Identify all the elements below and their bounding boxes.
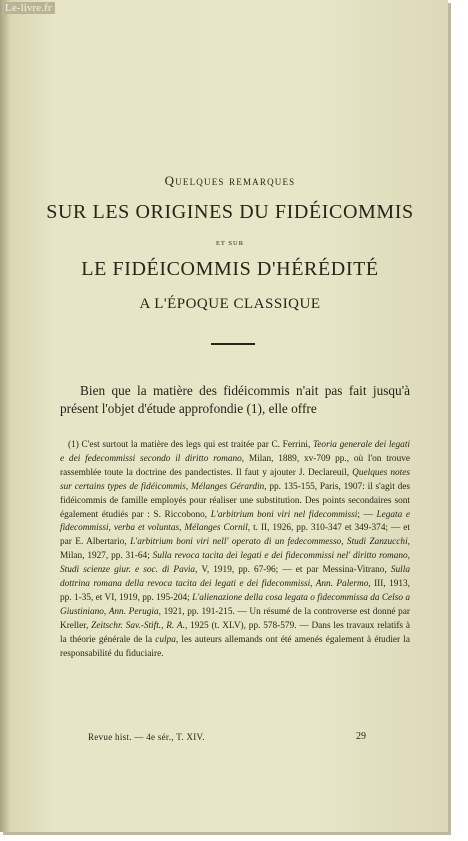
footnote-title: Sulla dottrina romana della revoca tacita dei legati e dei fidecommissi, Ann. Palermo bbox=[60, 565, 410, 590]
title-line-4: LE FIDÉICOMMIS D'HÉRÉDITÉ bbox=[81, 258, 379, 280]
watermark: Le-livre.fr bbox=[2, 2, 55, 14]
footnote-title: Legata e fidecommissi, verba et voluntas, Mélanges Cornil bbox=[60, 509, 411, 534]
title-line-5: A L'ÉPOQUE CLASSIQUE bbox=[139, 296, 321, 312]
title-line-2: SUR LES ORIGINES DU FIDÉICOMMIS bbox=[46, 201, 414, 223]
footnote-text: , les auteurs allemands ont été amenés également à étudier la responsabilité du fiduciaire. bbox=[60, 634, 411, 659]
footnote-title: L'arbitrium boni viri nel fidecommissi bbox=[210, 509, 358, 520]
footnote-text: , Milan, 1889, xv-709 pp., où l'on trouve rassemblée toute la doctrine des pandectistes. Il faut y ajouter J. Declareuil, bbox=[60, 453, 410, 478]
footnote-text: , III, 1913, pp. 1-35, et VI, 1919, pp. 195-204; bbox=[60, 579, 410, 603]
footnote-text: ; — bbox=[357, 509, 377, 520]
footnote-title: Quelques notes sur certains types de fidéicommis, Mélanges Gérardin bbox=[60, 467, 410, 492]
page-number: 29 bbox=[356, 731, 366, 742]
footnote-text: , pp. 135-155, Paris, 1907: il s'agit des fidéicommis de famille employés pour réaliser une substitution. Des points secondaires sont également étudiés par : S. Riccobono, bbox=[60, 481, 410, 520]
footnote-text: (1) C'est surtout la matière des legs qui est traitée par C. Ferrini, bbox=[68, 440, 313, 450]
title-divider bbox=[211, 343, 255, 345]
footnote-text: , V, 1919, pp. 67-96; — et par Messina-Vitrano, bbox=[195, 565, 391, 576]
title-line-3: ET SUR bbox=[215, 240, 245, 247]
page-spine-shadow bbox=[0, 0, 10, 832]
footnote-title: L'alienazione della cosa legata o fidecommissa da Celso a Giustiniano, Ann. Perugia bbox=[60, 592, 410, 617]
journal-reference: Revue hist. — 4e sér., T. XIV. bbox=[88, 732, 205, 742]
footnote-text: , 1925 (t. XLV), pp. 578-579. — Dans les travaux relatifs à la théorie générale de la bbox=[60, 620, 410, 645]
footnote-title: L'arbitrium boni viri nell' operato di un fedecommesso, Studi Zanzucchi bbox=[130, 537, 408, 548]
title-line-1: Quelques remarques bbox=[164, 173, 296, 188]
footnote-title: Sulla revoca tacita dei legati e dei fidecommissi nel' diritto romano, Studi scienze giur. e soc. di Pavia bbox=[60, 551, 410, 576]
body-paragraph: Bien que la matière des fidéicommis n'ait pas fait jusqu'à présent l'objet d'étude approfondie (1), elle offre bbox=[60, 383, 410, 416]
footnote-text: , Milan, 1927, pp. 31-64; bbox=[60, 537, 410, 562]
footnote bbox=[60, 439, 410, 662]
footnote-title: culpa bbox=[155, 634, 176, 645]
footnote-text: , t. II, 1926, pp. 310-347 et 349-374; — et par E. Albertario, bbox=[60, 523, 410, 548]
footnote-text: , 1921, pp. 191-215. — Un résumé de la controverse est donné par Kreller, bbox=[60, 606, 410, 631]
footnote-title: Zeitschr. Sav.-Stift., R. A. bbox=[91, 620, 185, 631]
footnote-title: Teoria generale dei legati e dei fedecommissi secondo il diritto romano bbox=[60, 440, 410, 464]
